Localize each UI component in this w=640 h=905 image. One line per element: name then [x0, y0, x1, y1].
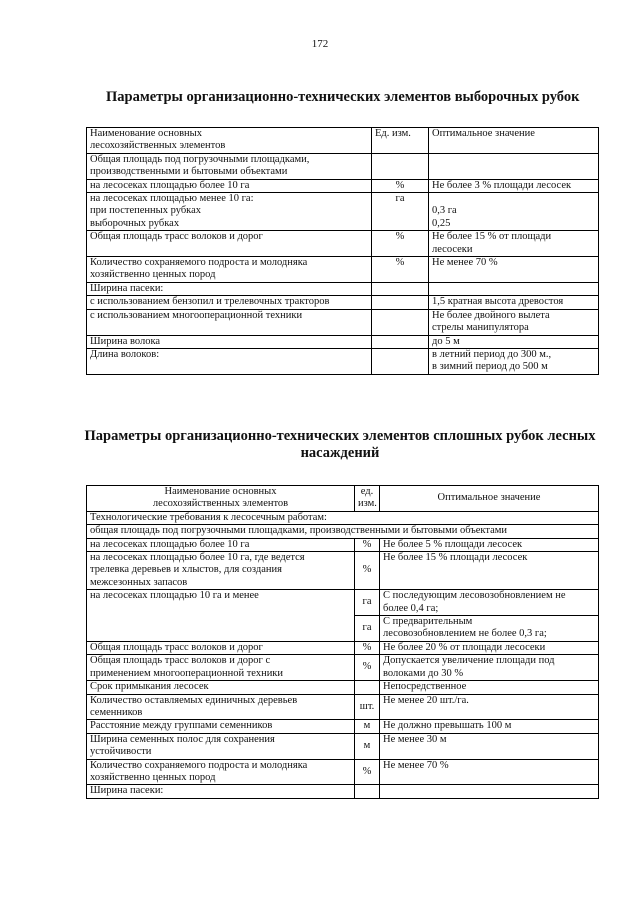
row-value: до 5 м — [429, 335, 599, 348]
row-value: Не более двойного вылета стрелы манипулятора — [429, 309, 599, 335]
row-unit: га — [355, 616, 380, 642]
page-number: 172 — [311, 38, 329, 50]
row-name: на лесосеках площадью менее 10 га: при постепенных рубках выборочных рубках — [87, 193, 372, 231]
row-name: Количество оставляемых единичных деревьев семенников — [87, 694, 355, 720]
row-value — [380, 785, 599, 798]
row-value: Не менее 30 м — [380, 733, 599, 759]
row-unit: шт. — [355, 694, 380, 720]
row-value — [429, 282, 599, 295]
table-span-row — [87, 511, 599, 524]
table-row — [87, 282, 599, 295]
row-value — [429, 153, 599, 179]
table-row — [87, 153, 599, 179]
row-value: Не менее 20 шт./га. — [380, 694, 599, 720]
row-unit: м — [355, 720, 380, 733]
row-unit: % — [355, 641, 380, 654]
table-row — [87, 759, 599, 785]
row-unit — [372, 309, 429, 335]
header-value: Оптимальное значение — [429, 128, 599, 154]
row-value: Не менее 70 % — [429, 257, 599, 283]
row-value: Не менее 70 % — [380, 759, 599, 785]
row-name: с использованием бензопил и трелевочных тракторов — [87, 296, 372, 309]
row-unit — [372, 282, 429, 295]
row-name: Длина волоков: — [87, 348, 372, 374]
table-row — [87, 681, 599, 694]
row-name: Общая площадь трасс волоков и дорог — [87, 231, 372, 257]
table-header-row — [87, 128, 599, 154]
row-unit: % — [355, 538, 380, 551]
row-name: на лесосеках площадью более 10 га — [87, 179, 372, 192]
row-value: Непосредственное — [380, 681, 599, 694]
row-name: Общая площадь трасс волоков и дорог с применением многооперационной техники — [87, 655, 355, 681]
row-name: Ширина волока — [87, 335, 372, 348]
row-name: на лесосеках площадью 10 га и менее — [87, 590, 355, 642]
header-unit: Ед. изм. — [372, 128, 429, 154]
row-name: Срок примыкания лесосек — [87, 681, 355, 694]
row-unit: га — [372, 193, 429, 231]
row-unit: % — [355, 552, 380, 590]
row-unit: % — [372, 179, 429, 192]
table-row — [87, 641, 599, 654]
row-name: Ширина пасеки: — [87, 785, 355, 798]
selective-logging-table — [86, 127, 599, 375]
table-row — [87, 694, 599, 720]
clear-cutting-table — [86, 485, 599, 799]
row-name: с использованием многооперационной техники — [87, 309, 372, 335]
table-row — [87, 655, 599, 681]
table-row — [87, 348, 599, 374]
row-value: С последующим лесовозобновлением не более 0,4 га; — [380, 590, 599, 616]
row-value: Допускается увеличение площади под волоками до 30 % — [380, 655, 599, 681]
row-name: Общая площадь под погрузочными площадками, производственными и бытовыми объектами — [87, 153, 372, 179]
row-unit — [372, 296, 429, 309]
table-span-row — [87, 525, 599, 538]
row-name: Общая площадь трасс волоков и дорог — [87, 641, 355, 654]
table-row — [87, 231, 599, 257]
row-unit: % — [372, 257, 429, 283]
row-unit: % — [372, 231, 429, 257]
row-unit: га — [355, 590, 380, 616]
table-row — [87, 309, 599, 335]
table-row — [87, 335, 599, 348]
row-name: на лесосеках площадью более 10 га — [87, 538, 355, 551]
row-unit: % — [355, 655, 380, 681]
row-name: Расстояние между группами семенников — [87, 720, 355, 733]
table-row — [87, 552, 599, 590]
row-value: 1,5 кратная высота древостоя — [429, 296, 599, 309]
table-row — [87, 179, 599, 192]
row-value: Не более 20 % от площади лесосеки — [380, 641, 599, 654]
row-value: в летний период до 300 м., в зимний период до 500 м — [429, 348, 599, 374]
row-unit — [372, 348, 429, 374]
row-name: на лесосеках площадью более 10 га, где ведется трелевка деревьев и хлыстов, для создания межсезонных запасов — [87, 552, 355, 590]
table-row — [87, 590, 599, 616]
header-name: Наименование основных лесохозяйственных элементов — [87, 128, 372, 154]
row-name: Ширина пасеки: — [87, 282, 372, 295]
row-value: Не более 3 % площади лесосек — [429, 179, 599, 192]
table-row — [87, 257, 599, 283]
table-row — [87, 193, 599, 231]
header-unit: ед. изм. — [355, 486, 380, 512]
table-row — [87, 720, 599, 733]
section2-title: Параметры организационно-технических элементов сплошных рубок лесных насаждений — [84, 428, 596, 461]
row-unit — [355, 681, 380, 694]
row-name: Количество сохраняемого подроста и молодняка хозяйственно ценных пород — [87, 759, 355, 785]
row-value: Не более 15 % от площади лесосеки — [429, 231, 599, 257]
table-row — [87, 785, 599, 798]
section1-title: Параметры организационно-технических элементов выборочных рубок — [106, 89, 580, 105]
header-name: Наименование основных лесохозяйственных элементов — [87, 486, 355, 512]
row-value: Не более 5 % площади лесосек — [380, 538, 599, 551]
table-row — [87, 733, 599, 759]
span-row-text: общая площадь под погрузочными площадками, производственными и бытовыми объектами — [87, 525, 599, 538]
table-header-row — [87, 486, 599, 512]
row-unit: м — [355, 733, 380, 759]
span-row-text: Технологические требования к лесосечным работам: — [87, 511, 599, 524]
row-unit — [355, 785, 380, 798]
row-value: С предварительным лесовозобновлением не более 0,3 га; — [380, 616, 599, 642]
table-row — [87, 296, 599, 309]
row-value: Не более 15 % площади лесосек — [380, 552, 599, 590]
row-unit: % — [355, 759, 380, 785]
table-row — [87, 538, 599, 551]
row-name: Количество сохраняемого подроста и молодняка хозяйственно ценных пород — [87, 257, 372, 283]
row-unit — [372, 153, 429, 179]
row-value: 0,3 га 0,25 — [429, 193, 599, 231]
row-unit — [372, 335, 429, 348]
row-name: Ширина семенных полос для сохранения устойчивости — [87, 733, 355, 759]
header-value: Оптимальное значение — [380, 486, 599, 512]
row-value: Не должно превышать 100 м — [380, 720, 599, 733]
